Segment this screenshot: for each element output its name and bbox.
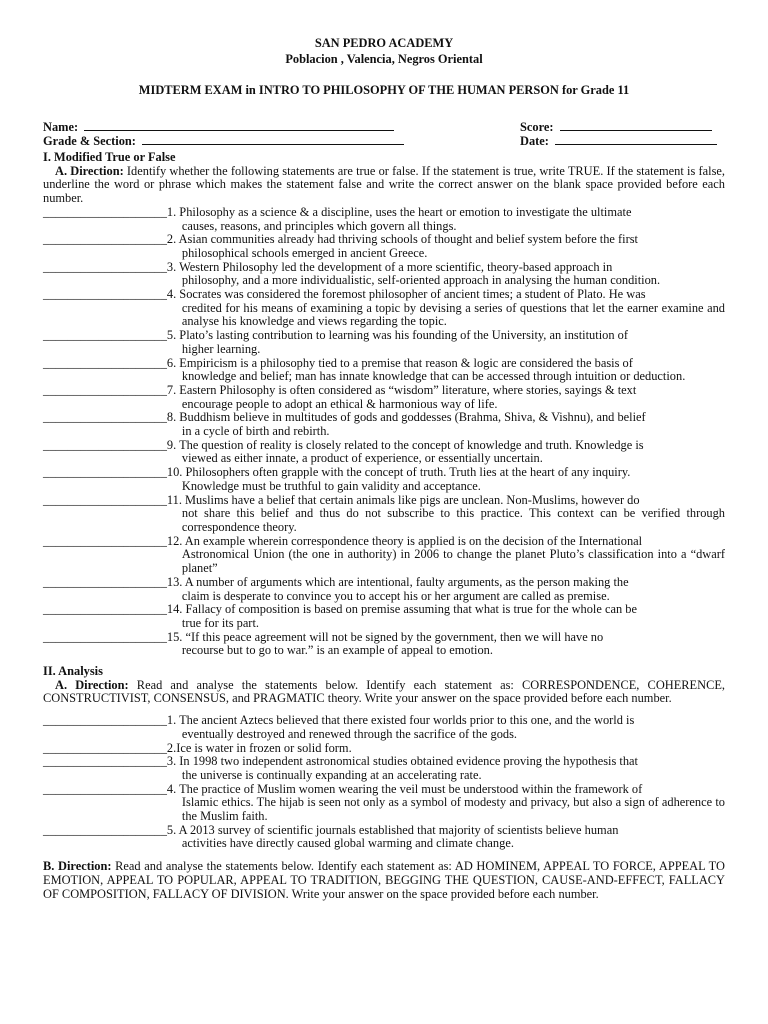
answer-blank[interactable]: ____________________: [43, 533, 167, 548]
question-continuation: true for its part.: [181, 615, 259, 630]
question-continuation: higher learning.: [181, 341, 261, 356]
answer-blank[interactable]: ____________________: [43, 629, 167, 644]
question-item: [43, 466, 725, 493]
section2-direction-text: Read and analyse the statements below. Identify each statement as: CORRESPONDENCE, COHERENCE, CONSTRUCTIVIST, CONSENSUS, and PRAGMATIC theory. Write your answer on the space provided before each number.: [43, 677, 725, 706]
exam-title: MIDTERM EXAM in INTRO TO PHILOSOPHY OF THE HUMAN PERSON for Grade 11: [138, 83, 630, 97]
question-first-line: 13. A number of arguments which are intentional, faulty arguments, as the person making the: [166, 574, 629, 589]
question-item: [43, 206, 725, 233]
question-continuation: in a cycle of birth and rebirth.: [181, 424, 330, 439]
question-first-line: 1. Philosophy as a science & a discipline, uses the heart or emotion to investigate the ultimate: [166, 204, 632, 219]
question-first-line: 10. Philosophers often grapple with the concept of truth. Truth lies at the heart of any inquiry.: [166, 465, 631, 480]
question-first-line: 5. A 2013 survey of scientific journals established that majority of scientists believe human: [166, 822, 619, 837]
question-continuation: Islamic ethics. The hijab is seen not only as a symbol of modesty and privacy, but also a sign of adherence to the Muslim faith.: [181, 795, 725, 824]
question-item: [43, 261, 725, 288]
question-text: [167, 466, 725, 493]
answer-blank[interactable]: ____________________: [43, 437, 167, 452]
question-item: [43, 411, 725, 438]
answer-blank[interactable]: ____________________: [43, 492, 167, 507]
question-item: [43, 357, 725, 384]
question-first-line: 12. An example wherein correspondence theory is applied is on the decision of the International: [166, 533, 643, 548]
question-first-line: 4. The practice of Muslim women wearing the veil must be understood within the framework of: [166, 781, 643, 796]
section2-title: II. Analysis: [43, 664, 103, 679]
question-text: [167, 439, 725, 466]
answer-blank[interactable]: ____________________: [43, 465, 167, 480]
section1-direction-lead: A. Direction:: [55, 163, 124, 178]
question-first-line: 15. “If this peace agreement will not be signed by the government, then we will have no: [166, 629, 604, 644]
question-item: [43, 603, 725, 630]
answer-blank[interactable]: ____________________: [43, 602, 167, 617]
question-item: [43, 783, 725, 824]
question-first-line: 5. Plato’s lasting contribution to learning was his founding of the University, an institution of: [166, 328, 628, 343]
name-field[interactable]: [84, 120, 394, 131]
question-text: [167, 384, 725, 411]
answer-blank[interactable]: ____________________: [43, 355, 167, 370]
answer-blank[interactable]: ____________________: [43, 287, 167, 302]
answer-blank[interactable]: ____________________: [43, 574, 167, 589]
question-text: [167, 329, 725, 356]
question-continuation: philosophy, and a more individualistic, self-oriented approach in analysing the human condition.: [181, 273, 661, 288]
question-continuation: knowledge and belief; man has innate knowledge that can be accessed through intuition or deduction.: [181, 369, 686, 384]
date-label: Date:: [520, 134, 549, 148]
question-text: [167, 206, 725, 233]
answer-blank[interactable]: ____________________: [43, 382, 167, 397]
question-first-line: 1. The ancient Aztecs believed that there existed four worlds prior to this one, and the world is: [166, 713, 635, 728]
question-continuation: not share this belief and thus do not subscribe to this practice. This context can be verified through correspondence theory.: [181, 506, 725, 534]
question-item: [43, 494, 725, 535]
question-text: [167, 783, 725, 824]
question-item: [43, 288, 725, 329]
question-first-line: 4. Socrates was considered the foremost philosopher of ancient times; a student of Plato. He was: [166, 287, 646, 302]
question-continuation: activities have directly caused global warming and climate change.: [181, 836, 514, 851]
question-text: [167, 494, 725, 535]
question-first-line: 14. Fallacy of composition is based on premise assuming that what is true for the whole can be: [166, 602, 637, 617]
student-info: [43, 120, 725, 148]
question-continuation: philosophical schools emerged in ancient Greece.: [181, 245, 428, 260]
question-item: [43, 631, 725, 658]
question-item: [43, 755, 725, 782]
question-first-line: 3. Western Philosophy led the development of a more scientific, theory-based approach in: [166, 259, 613, 274]
question-text: [167, 631, 725, 658]
section2-direction: [43, 679, 725, 706]
date-field[interactable]: [555, 134, 717, 145]
question-text: [167, 714, 725, 741]
section2b-direction: [43, 860, 725, 901]
question-text: [167, 288, 725, 329]
question-continuation: encourage people to adopt an ethical & harmonious way of life.: [181, 396, 498, 411]
question-text: [167, 357, 725, 384]
question-item: [43, 233, 725, 260]
question-first-line: 2. Asian communities already had thriving schools of thought and belief system before the first: [166, 232, 638, 247]
section1-direction: [43, 165, 725, 206]
section2b-direction-text: Read and analyse the statements below. Identify each statement as: AD HOMINEM, APPEAL TO FORCE, APPEAL TO EMOTION, APPEAL TO POPULAR, APPEAL TO TRADITION, BEGGING THE QUESTION, CAUSE-AND-EFFECT, FALLACY OF COMPOSITION, FALLACY OF DIVISION. Write your answer on the space provided before each number.: [43, 859, 725, 901]
score-field[interactable]: [560, 120, 712, 131]
section2b-direction-lead: B. Direction:: [43, 859, 112, 874]
question-item: [43, 576, 725, 603]
question-first-line: 3. In 1998 two independent astronomical studies obtained evidence proving the hypothesis that: [166, 754, 638, 769]
section2-direction-lead: A. Direction:: [55, 677, 129, 692]
question-item: [43, 439, 725, 466]
section2-items: [43, 714, 725, 851]
grade-section-label: Grade & Section:: [43, 134, 136, 148]
answer-blank[interactable]: ____________________: [43, 259, 167, 274]
question-continuation: causes, reasons, and principles which govern all things.: [181, 218, 457, 233]
question-item: [43, 535, 725, 576]
question-text: [167, 755, 725, 782]
question-first-line: 11. Muslims have a belief that certain animals like pigs are unclean. Non-Muslims, however do: [166, 492, 640, 507]
question-continuation: eventually destroyed and renewed through the sacrifice of the gods.: [181, 726, 518, 741]
question-text: [167, 742, 725, 756]
answer-blank[interactable]: ____________________: [43, 410, 167, 425]
section1-direction-text: Identify whether the following statements are true or false. If the statement is true, write TRUE. If the statement is false, underline the word or phrase which makes the statement false and write the correct answer on the blank space provided before each number.: [43, 163, 725, 206]
answer-blank[interactable]: ____________________: [43, 232, 167, 247]
answer-blank[interactable]: ____________________: [43, 754, 167, 769]
answer-blank[interactable]: ____________________: [43, 204, 167, 219]
question-continuation: recourse but to go to war.” is an example of appeal to emotion.: [181, 643, 493, 658]
answer-blank[interactable]: ____________________: [43, 822, 167, 837]
question-item: [43, 329, 725, 356]
question-item: [43, 384, 725, 411]
question-text: [167, 535, 725, 576]
question-text: [167, 824, 725, 851]
question-text: [167, 576, 725, 603]
section1-title: I. Modified True or False: [43, 150, 176, 164]
question-item: [43, 742, 725, 756]
school-name: SAN PEDRO ACADEMY: [314, 36, 454, 50]
section1-items: [43, 206, 725, 658]
question-item: [43, 714, 725, 741]
question-text: [167, 411, 725, 438]
question-continuation: Astronomical Union (the one in authority) in 2006 to change the planet Pluto’s classification into a “dwarf planet”: [181, 547, 725, 576]
grade-section-field[interactable]: [142, 134, 404, 145]
question-continuation: Knowledge must be truthful to gain validity and acceptance.: [181, 478, 481, 493]
question-first-line: 6. Empiricism is a philosophy tied to a premise that reason & logic are considered the basis of: [166, 355, 633, 370]
answer-blank[interactable]: ____________________: [43, 328, 167, 343]
answer-blank[interactable]: ____________________: [43, 781, 167, 796]
question-item: [43, 824, 725, 851]
question-continuation: credited for his means of examining a topic by devising a series of questions that let the earner examine and analyse his knowledge and views regarding the topic.: [181, 300, 725, 329]
question-continuation: viewed as either innate, a product of experience, or essentially uncertain.: [181, 451, 543, 466]
question-continuation: the universe is continually expanding at an accelerating rate.: [181, 767, 482, 782]
question-text: [167, 233, 725, 260]
question-first-line: 9. The question of reality is closely related to the concept of knowledge and truth. Knowledge is: [166, 437, 644, 452]
score-label: Score:: [520, 120, 554, 134]
question-first-line: 7. Eastern Philosophy is often considered as “wisdom” literature, where stories, sayings & text: [166, 382, 637, 397]
question-first-line: 8. Buddhism believe in multitudes of gods and goddesses (Brahma, Shiva, & Vishnu), and belief: [166, 410, 646, 425]
name-label: Name:: [43, 120, 79, 134]
question-continuation: claim is desperate to convince you to accept his or her argument are called as premise.: [181, 588, 610, 603]
answer-blank[interactable]: ____________________: [43, 740, 167, 755]
school-address: Poblacion , Valencia, Negros Oriental: [285, 52, 483, 66]
answer-blank[interactable]: ____________________: [43, 713, 167, 728]
question-text: [167, 603, 725, 630]
question-first-line: 2.Ice is water in frozen or solid form.: [166, 740, 352, 755]
question-text: [167, 261, 725, 288]
